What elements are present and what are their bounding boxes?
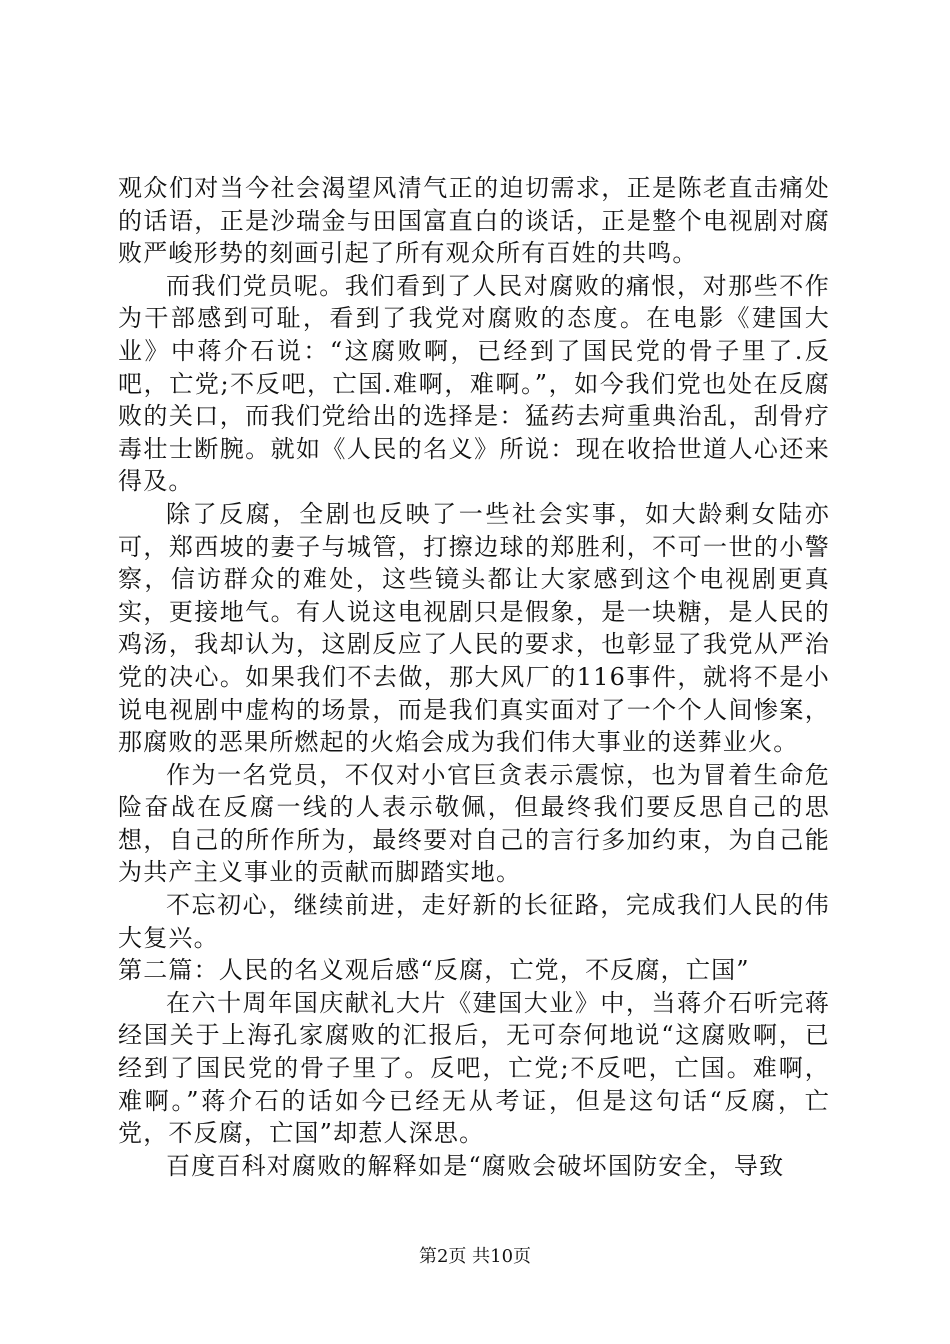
document-body — [118, 172, 830, 1182]
page-footer: 第2页 共10页 — [418, 1246, 532, 1267]
paragraph-2: 而我们党员呢。我们看到了人民对腐败的痛恨，对那些不作为干部感到可耻，看到了我党对腐败的态度。在电影《建国大业》中蒋介石说：“这腐败啊，已经到了国民党的骨子里了.反吧，亡党;不反吧，亡国.难啊，难啊。”，如今我们党也处在反腐败的关口，而我们党给出的选择是：猛药去疴重典治乱，刮骨疗毒壮士断腕。就如《人民的名义》所说：现在收拾世道人心还来得及。 — [118, 271, 830, 496]
paragraph-6: 在六十周年国庆献礼大片《建国大业》中，当蒋介石听完蒋经国关于上海孔家腐败的汇报后，无可奈何地说“这腐败啊，已经到了国民党的骨子里了。反吧，亡党;不反吧，亡国。难啊，难啊。”蒋介石的话如今已经无从考证，但是这句话“反腐，亡党，不反腐，亡国”却惹人深思。 — [118, 988, 830, 1148]
paragraph-4: 作为一名党员，不仅对小官巨贪表示震惊，也为冒着生命危险奋战在反腐一线的人表示敬佩，但最终我们要反思自己的思想，自己的所作所为，最终要对自己的言行多加约束，为自己能为共产主义事业的贡献而脚踏实地。 — [118, 760, 830, 887]
paragraph-3: 除了反腐，全剧也反映了一些社会实事，如大龄剩女陆亦可，郑西坡的妻子与城管，打擦边球的郑胜利，不可一世的小警察，信访群众的难处，这些镜头都让大家感到这个电视剧更真实，更接地气。有人说这电视剧只是假象，是一块糖，是人民的鸡汤，我却认为，这剧反应了人民的要求，也彰显了我党从严治党的决心。如果我们不去做，那大风厂的116事件，就将不是小说电视剧中虚构的场景，而是我们真实面对了一个个人间惨案，那腐败的恶果所燃起的火焰会成为我们伟大事业的送葬业火。 — [118, 499, 830, 757]
paragraph-1: 观众们对当今社会渴望风清气正的迫切需求，正是陈老直击痛处的话语，正是沙瑞金与田国富直白的谈话，正是整个电视剧对腐败严峻形势的刻画引起了所有观众所有百姓的共鸣。 — [118, 174, 830, 268]
paragraph-7: 百度百科对腐败的解释如是“腐败会破坏国防安全，导致 — [166, 1151, 785, 1180]
section-heading: 第二篇：人民的名义观后感“反腐，亡党，不反腐，亡国” — [118, 956, 750, 985]
paragraph-5: 不忘初心，继续前进，走好新的长征路，完成我们人民的伟大复兴。 — [118, 891, 830, 952]
